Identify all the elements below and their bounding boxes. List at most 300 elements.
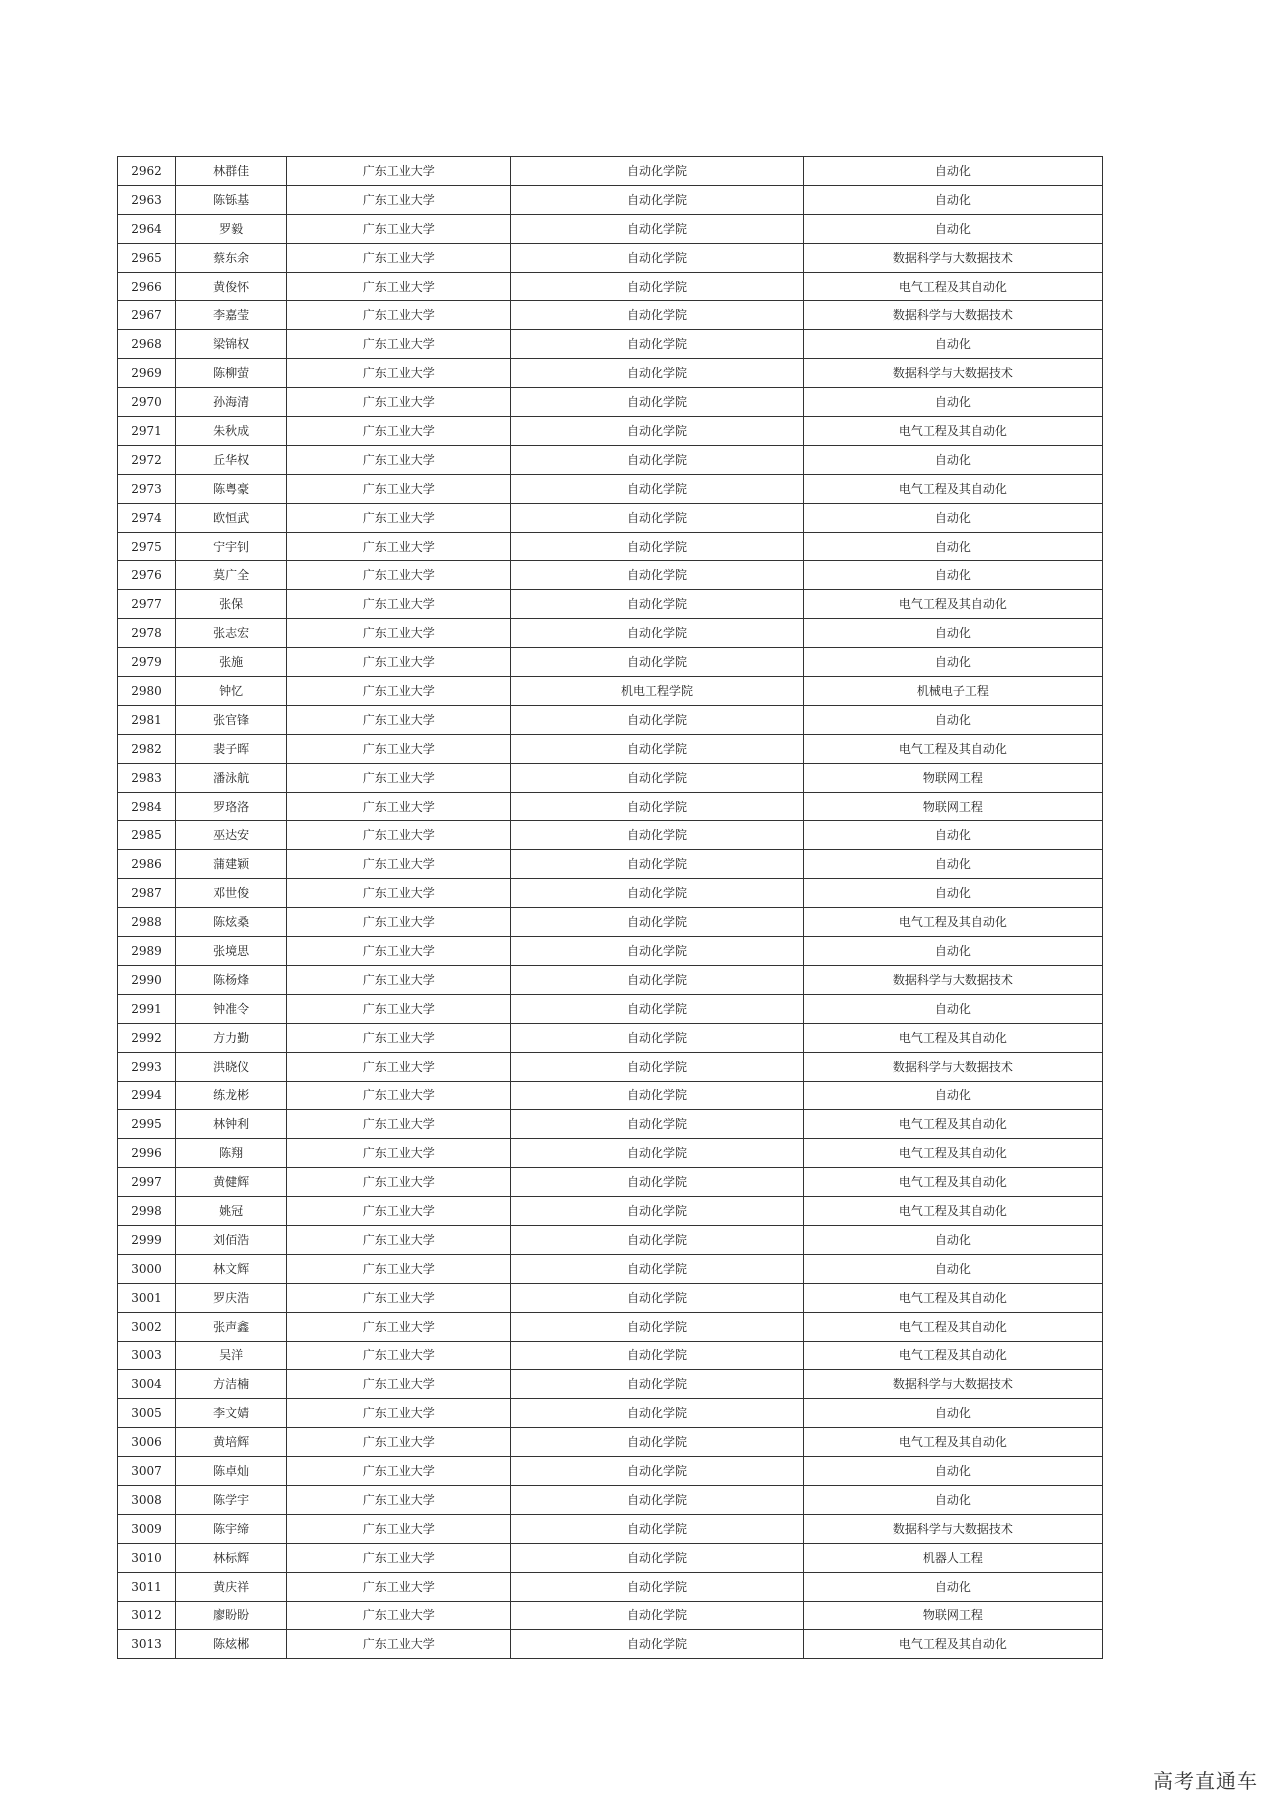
college-cell: 自动化学院 — [511, 1139, 803, 1168]
student-name-cell: 吴洋 — [176, 1341, 287, 1370]
table-row — [118, 821, 1103, 850]
student-name-cell: 张境思 — [176, 937, 287, 966]
major-cell: 自动化 — [803, 1572, 1102, 1601]
university-cell: 广东工业大学 — [287, 388, 511, 417]
university-cell: 广东工业大学 — [287, 185, 511, 214]
university-cell: 广东工业大学 — [287, 705, 511, 734]
student-name-cell: 张声鑫 — [176, 1312, 287, 1341]
row-number-cell: 2992 — [118, 1023, 176, 1052]
student-name-cell: 方力勤 — [176, 1023, 287, 1052]
major-cell: 电气工程及其自动化 — [803, 1023, 1102, 1052]
row-number-cell: 2983 — [118, 763, 176, 792]
table-row — [118, 619, 1103, 648]
table-row — [118, 1514, 1103, 1543]
row-number-cell: 3004 — [118, 1370, 176, 1399]
row-number-cell: 2989 — [118, 937, 176, 966]
university-cell: 广东工业大学 — [287, 850, 511, 879]
row-number-cell: 2987 — [118, 879, 176, 908]
row-number-cell: 3006 — [118, 1428, 176, 1457]
table-row — [118, 677, 1103, 706]
student-name-cell: 黄庆祥 — [176, 1572, 287, 1601]
college-cell: 自动化学院 — [511, 1428, 803, 1457]
student-name-cell: 黄健辉 — [176, 1168, 287, 1197]
major-cell: 自动化 — [803, 648, 1102, 677]
university-cell: 广东工业大学 — [287, 1139, 511, 1168]
university-cell: 广东工业大学 — [287, 561, 511, 590]
college-cell: 自动化学院 — [511, 1601, 803, 1630]
student-name-cell: 林文辉 — [176, 1254, 287, 1283]
table-row — [118, 214, 1103, 243]
row-number-cell: 2982 — [118, 734, 176, 763]
university-cell: 广东工业大学 — [287, 445, 511, 474]
row-number-cell: 2990 — [118, 965, 176, 994]
row-number-cell: 2988 — [118, 908, 176, 937]
table-row — [118, 1254, 1103, 1283]
table-row — [118, 1428, 1103, 1457]
major-cell: 自动化 — [803, 994, 1102, 1023]
row-number-cell: 2976 — [118, 561, 176, 590]
watermark-text: 高考直通车 — [1153, 1769, 1258, 1793]
table-row — [118, 1081, 1103, 1110]
row-number-cell: 3000 — [118, 1254, 176, 1283]
table-row — [118, 1197, 1103, 1226]
student-name-cell: 陈卓灿 — [176, 1457, 287, 1486]
college-cell: 自动化学院 — [511, 214, 803, 243]
table-row — [118, 1110, 1103, 1139]
major-cell: 数据科学与大数据技术 — [803, 301, 1102, 330]
row-number-cell: 2991 — [118, 994, 176, 1023]
table-row — [118, 1023, 1103, 1052]
university-cell: 广东工业大学 — [287, 1514, 511, 1543]
major-cell: 电气工程及其自动化 — [803, 272, 1102, 301]
student-name-cell: 莫广全 — [176, 561, 287, 590]
college-cell: 自动化学院 — [511, 359, 803, 388]
student-name-cell: 巫达安 — [176, 821, 287, 850]
student-name-cell: 方洁楠 — [176, 1370, 287, 1399]
table-row — [118, 734, 1103, 763]
student-name-cell: 陈炫桑 — [176, 908, 287, 937]
major-cell: 电气工程及其自动化 — [803, 417, 1102, 446]
table-row — [118, 417, 1103, 446]
admission-list-table — [117, 156, 1103, 1659]
university-cell: 广东工业大学 — [287, 1341, 511, 1370]
student-name-cell: 陈炫郴 — [176, 1630, 287, 1659]
university-cell: 广东工业大学 — [287, 1168, 511, 1197]
student-name-cell: 邓世俊 — [176, 879, 287, 908]
college-cell: 自动化学院 — [511, 1514, 803, 1543]
major-cell: 自动化 — [803, 937, 1102, 966]
major-cell: 数据科学与大数据技术 — [803, 965, 1102, 994]
university-cell: 广东工业大学 — [287, 1283, 511, 1312]
table-row — [118, 1630, 1103, 1659]
college-cell: 自动化学院 — [511, 243, 803, 272]
university-cell: 广东工业大学 — [287, 619, 511, 648]
row-number-cell: 2967 — [118, 301, 176, 330]
college-cell: 自动化学院 — [511, 619, 803, 648]
university-cell: 广东工业大学 — [287, 677, 511, 706]
row-number-cell: 2966 — [118, 272, 176, 301]
university-cell: 广东工业大学 — [287, 359, 511, 388]
university-cell: 广东工业大学 — [287, 503, 511, 532]
major-cell: 自动化 — [803, 445, 1102, 474]
major-cell: 电气工程及其自动化 — [803, 1197, 1102, 1226]
table-row — [118, 1457, 1103, 1486]
table-row — [118, 1312, 1103, 1341]
student-name-cell: 朱秋成 — [176, 417, 287, 446]
table-row — [118, 1283, 1103, 1312]
major-cell: 自动化 — [803, 561, 1102, 590]
major-cell: 自动化 — [803, 879, 1102, 908]
row-number-cell: 2979 — [118, 648, 176, 677]
row-number-cell: 2986 — [118, 850, 176, 879]
university-cell: 广东工业大学 — [287, 763, 511, 792]
major-cell: 物联网工程 — [803, 1601, 1102, 1630]
table-row — [118, 908, 1103, 937]
university-cell: 广东工业大学 — [287, 243, 511, 272]
university-cell: 广东工业大学 — [287, 1457, 511, 1486]
table-row — [118, 590, 1103, 619]
row-number-cell: 2996 — [118, 1139, 176, 1168]
table-row — [118, 763, 1103, 792]
row-number-cell: 3011 — [118, 1572, 176, 1601]
university-cell: 广东工业大学 — [287, 330, 511, 359]
major-cell: 电气工程及其自动化 — [803, 1428, 1102, 1457]
student-name-cell: 陈翔 — [176, 1139, 287, 1168]
student-name-cell: 洪晓仪 — [176, 1052, 287, 1081]
university-cell: 广东工业大学 — [287, 1110, 511, 1139]
college-cell: 自动化学院 — [511, 1052, 803, 1081]
table-row — [118, 1601, 1103, 1630]
college-cell: 自动化学院 — [511, 965, 803, 994]
college-cell: 自动化学院 — [511, 1370, 803, 1399]
major-cell: 数据科学与大数据技术 — [803, 359, 1102, 388]
student-name-cell: 张保 — [176, 590, 287, 619]
major-cell: 自动化 — [803, 1399, 1102, 1428]
college-cell: 自动化学院 — [511, 1485, 803, 1514]
row-number-cell: 2998 — [118, 1197, 176, 1226]
major-cell: 自动化 — [803, 1081, 1102, 1110]
college-cell: 自动化学院 — [511, 1341, 803, 1370]
student-name-cell: 裴子晖 — [176, 734, 287, 763]
college-cell: 自动化学院 — [511, 763, 803, 792]
table-row — [118, 503, 1103, 532]
college-cell: 自动化学院 — [511, 705, 803, 734]
student-name-cell: 黄培辉 — [176, 1428, 287, 1457]
university-cell: 广东工业大学 — [287, 1197, 511, 1226]
university-cell: 广东工业大学 — [287, 272, 511, 301]
table-row — [118, 1168, 1103, 1197]
student-name-cell: 梁锦权 — [176, 330, 287, 359]
row-number-cell: 3005 — [118, 1399, 176, 1428]
student-name-cell: 张官锋 — [176, 705, 287, 734]
student-name-cell: 陈铄基 — [176, 185, 287, 214]
university-cell: 广东工业大学 — [287, 965, 511, 994]
table-row — [118, 1139, 1103, 1168]
university-cell: 广东工业大学 — [287, 1052, 511, 1081]
college-cell: 自动化学院 — [511, 1197, 803, 1226]
table-body — [118, 157, 1103, 1659]
college-cell: 自动化学院 — [511, 1543, 803, 1572]
major-cell: 物联网工程 — [803, 763, 1102, 792]
college-cell: 自动化学院 — [511, 792, 803, 821]
student-name-cell: 张施 — [176, 648, 287, 677]
major-cell: 自动化 — [803, 503, 1102, 532]
row-number-cell: 2984 — [118, 792, 176, 821]
student-name-cell: 廖盼盼 — [176, 1601, 287, 1630]
row-number-cell: 3012 — [118, 1601, 176, 1630]
university-cell: 广东工业大学 — [287, 1543, 511, 1572]
college-cell: 自动化学院 — [511, 1110, 803, 1139]
university-cell: 广东工业大学 — [287, 1630, 511, 1659]
university-cell: 广东工业大学 — [287, 157, 511, 186]
college-cell: 自动化学院 — [511, 388, 803, 417]
university-cell: 广东工业大学 — [287, 1601, 511, 1630]
major-cell: 数据科学与大数据技术 — [803, 1514, 1102, 1543]
major-cell: 自动化 — [803, 185, 1102, 214]
university-cell: 广东工业大学 — [287, 648, 511, 677]
student-name-cell: 罗毅 — [176, 214, 287, 243]
major-cell: 自动化 — [803, 821, 1102, 850]
college-cell: 自动化学院 — [511, 821, 803, 850]
table-row — [118, 388, 1103, 417]
student-name-cell: 陈柳萤 — [176, 359, 287, 388]
row-number-cell: 2972 — [118, 445, 176, 474]
student-name-cell: 黄俊怀 — [176, 272, 287, 301]
major-cell: 自动化 — [803, 619, 1102, 648]
row-number-cell: 2995 — [118, 1110, 176, 1139]
row-number-cell: 2981 — [118, 705, 176, 734]
student-name-cell: 孙海清 — [176, 388, 287, 417]
college-cell: 自动化学院 — [511, 1312, 803, 1341]
university-cell: 广东工业大学 — [287, 532, 511, 561]
row-number-cell: 3003 — [118, 1341, 176, 1370]
university-cell: 广东工业大学 — [287, 1428, 511, 1457]
university-cell: 广东工业大学 — [287, 879, 511, 908]
student-name-cell: 姚冠 — [176, 1197, 287, 1226]
university-cell: 广东工业大学 — [287, 214, 511, 243]
table-row — [118, 1485, 1103, 1514]
student-name-cell: 潘泳航 — [176, 763, 287, 792]
major-cell: 数据科学与大数据技术 — [803, 1052, 1102, 1081]
table-row — [118, 965, 1103, 994]
row-number-cell: 2971 — [118, 417, 176, 446]
major-cell: 机器人工程 — [803, 1543, 1102, 1572]
college-cell: 自动化学院 — [511, 330, 803, 359]
row-number-cell: 2964 — [118, 214, 176, 243]
college-cell: 自动化学院 — [511, 474, 803, 503]
major-cell: 电气工程及其自动化 — [803, 1283, 1102, 1312]
table-row — [118, 157, 1103, 186]
row-number-cell: 2973 — [118, 474, 176, 503]
college-cell: 自动化学院 — [511, 850, 803, 879]
student-name-cell: 陈宇缔 — [176, 1514, 287, 1543]
student-name-cell: 林钟利 — [176, 1110, 287, 1139]
student-name-cell: 张志宏 — [176, 619, 287, 648]
college-cell: 自动化学院 — [511, 908, 803, 937]
college-cell: 自动化学院 — [511, 272, 803, 301]
student-name-cell: 李文婧 — [176, 1399, 287, 1428]
college-cell: 自动化学院 — [511, 503, 803, 532]
college-cell: 自动化学院 — [511, 561, 803, 590]
university-cell: 广东工业大学 — [287, 792, 511, 821]
table-row — [118, 1399, 1103, 1428]
table-row — [118, 445, 1103, 474]
major-cell: 自动化 — [803, 330, 1102, 359]
student-name-cell: 陈杨烽 — [176, 965, 287, 994]
major-cell: 自动化 — [803, 1457, 1102, 1486]
table-row — [118, 705, 1103, 734]
table-row — [118, 185, 1103, 214]
row-number-cell: 2965 — [118, 243, 176, 272]
college-cell: 自动化学院 — [511, 1081, 803, 1110]
major-cell: 自动化 — [803, 388, 1102, 417]
major-cell: 自动化 — [803, 1225, 1102, 1254]
major-cell: 自动化 — [803, 532, 1102, 561]
table-row — [118, 243, 1103, 272]
row-number-cell: 2969 — [118, 359, 176, 388]
college-cell: 自动化学院 — [511, 1225, 803, 1254]
row-number-cell: 2975 — [118, 532, 176, 561]
college-cell: 自动化学院 — [511, 1283, 803, 1312]
university-cell: 广东工业大学 — [287, 1485, 511, 1514]
row-number-cell: 2997 — [118, 1168, 176, 1197]
row-number-cell: 3008 — [118, 1485, 176, 1514]
student-name-cell: 宁宇钊 — [176, 532, 287, 561]
major-cell: 自动化 — [803, 850, 1102, 879]
college-cell: 自动化学院 — [511, 185, 803, 214]
row-number-cell: 2999 — [118, 1225, 176, 1254]
row-number-cell: 2970 — [118, 388, 176, 417]
major-cell: 电气工程及其自动化 — [803, 590, 1102, 619]
university-cell: 广东工业大学 — [287, 1370, 511, 1399]
college-cell: 自动化学院 — [511, 301, 803, 330]
table-row — [118, 359, 1103, 388]
college-cell: 自动化学院 — [511, 937, 803, 966]
student-name-cell: 钟准令 — [176, 994, 287, 1023]
university-cell: 广东工业大学 — [287, 417, 511, 446]
table-row — [118, 474, 1103, 503]
row-number-cell: 2977 — [118, 590, 176, 619]
row-number-cell: 3013 — [118, 1630, 176, 1659]
table-row — [118, 1341, 1103, 1370]
table-row — [118, 648, 1103, 677]
student-name-cell: 陈学宇 — [176, 1485, 287, 1514]
college-cell: 自动化学院 — [511, 1457, 803, 1486]
student-name-cell: 林群佳 — [176, 157, 287, 186]
student-name-cell: 欧恒武 — [176, 503, 287, 532]
major-cell: 自动化 — [803, 1485, 1102, 1514]
major-cell: 自动化 — [803, 1254, 1102, 1283]
table-row — [118, 1225, 1103, 1254]
university-cell: 广东工业大学 — [287, 474, 511, 503]
university-cell: 广东工业大学 — [287, 821, 511, 850]
university-cell: 广东工业大学 — [287, 590, 511, 619]
table-row — [118, 994, 1103, 1023]
university-cell: 广东工业大学 — [287, 1399, 511, 1428]
row-number-cell: 2974 — [118, 503, 176, 532]
table-row — [118, 301, 1103, 330]
row-number-cell: 2993 — [118, 1052, 176, 1081]
college-cell: 机电工程学院 — [511, 677, 803, 706]
row-number-cell: 3007 — [118, 1457, 176, 1486]
major-cell: 电气工程及其自动化 — [803, 1630, 1102, 1659]
student-name-cell: 陈粤豪 — [176, 474, 287, 503]
major-cell: 自动化 — [803, 214, 1102, 243]
college-cell: 自动化学院 — [511, 157, 803, 186]
table-row — [118, 1543, 1103, 1572]
major-cell: 自动化 — [803, 705, 1102, 734]
university-cell: 广东工业大学 — [287, 1225, 511, 1254]
table-row — [118, 330, 1103, 359]
major-cell: 电气工程及其自动化 — [803, 1110, 1102, 1139]
major-cell: 电气工程及其自动化 — [803, 908, 1102, 937]
table-row — [118, 1052, 1103, 1081]
university-cell: 广东工业大学 — [287, 994, 511, 1023]
student-name-cell: 罗珞洛 — [176, 792, 287, 821]
university-cell: 广东工业大学 — [287, 937, 511, 966]
university-cell: 广东工业大学 — [287, 301, 511, 330]
student-name-cell: 练龙彬 — [176, 1081, 287, 1110]
row-number-cell: 3009 — [118, 1514, 176, 1543]
college-cell: 自动化学院 — [511, 532, 803, 561]
major-cell: 机械电子工程 — [803, 677, 1102, 706]
student-name-cell: 丘华权 — [176, 445, 287, 474]
major-cell: 电气工程及其自动化 — [803, 734, 1102, 763]
major-cell: 电气工程及其自动化 — [803, 474, 1102, 503]
table-row — [118, 850, 1103, 879]
college-cell: 自动化学院 — [511, 590, 803, 619]
table-row — [118, 1370, 1103, 1399]
college-cell: 自动化学院 — [511, 1168, 803, 1197]
college-cell: 自动化学院 — [511, 1254, 803, 1283]
major-cell: 电气工程及其自动化 — [803, 1312, 1102, 1341]
table-row — [118, 792, 1103, 821]
table-row — [118, 1572, 1103, 1601]
row-number-cell: 2985 — [118, 821, 176, 850]
row-number-cell: 2978 — [118, 619, 176, 648]
table-row — [118, 532, 1103, 561]
university-cell: 广东工业大学 — [287, 1254, 511, 1283]
university-cell: 广东工业大学 — [287, 734, 511, 763]
college-cell: 自动化学院 — [511, 1399, 803, 1428]
table-row — [118, 561, 1103, 590]
college-cell: 自动化学院 — [511, 648, 803, 677]
row-number-cell: 2968 — [118, 330, 176, 359]
college-cell: 自动化学院 — [511, 1023, 803, 1052]
row-number-cell: 2963 — [118, 185, 176, 214]
row-number-cell: 2980 — [118, 677, 176, 706]
major-cell: 电气工程及其自动化 — [803, 1139, 1102, 1168]
university-cell: 广东工业大学 — [287, 1081, 511, 1110]
college-cell: 自动化学院 — [511, 1572, 803, 1601]
table-row — [118, 272, 1103, 301]
college-cell: 自动化学院 — [511, 994, 803, 1023]
student-name-cell: 林标辉 — [176, 1543, 287, 1572]
university-cell: 广东工业大学 — [287, 1023, 511, 1052]
major-cell: 数据科学与大数据技术 — [803, 243, 1102, 272]
major-cell: 自动化 — [803, 157, 1102, 186]
row-number-cell: 2962 — [118, 157, 176, 186]
university-cell: 广东工业大学 — [287, 1312, 511, 1341]
major-cell: 数据科学与大数据技术 — [803, 1370, 1102, 1399]
college-cell: 自动化学院 — [511, 879, 803, 908]
student-name-cell: 刘佰浩 — [176, 1225, 287, 1254]
row-number-cell: 3002 — [118, 1312, 176, 1341]
university-cell: 广东工业大学 — [287, 1572, 511, 1601]
student-name-cell: 罗庆浩 — [176, 1283, 287, 1312]
college-cell: 自动化学院 — [511, 1630, 803, 1659]
student-name-cell: 李嘉莹 — [176, 301, 287, 330]
